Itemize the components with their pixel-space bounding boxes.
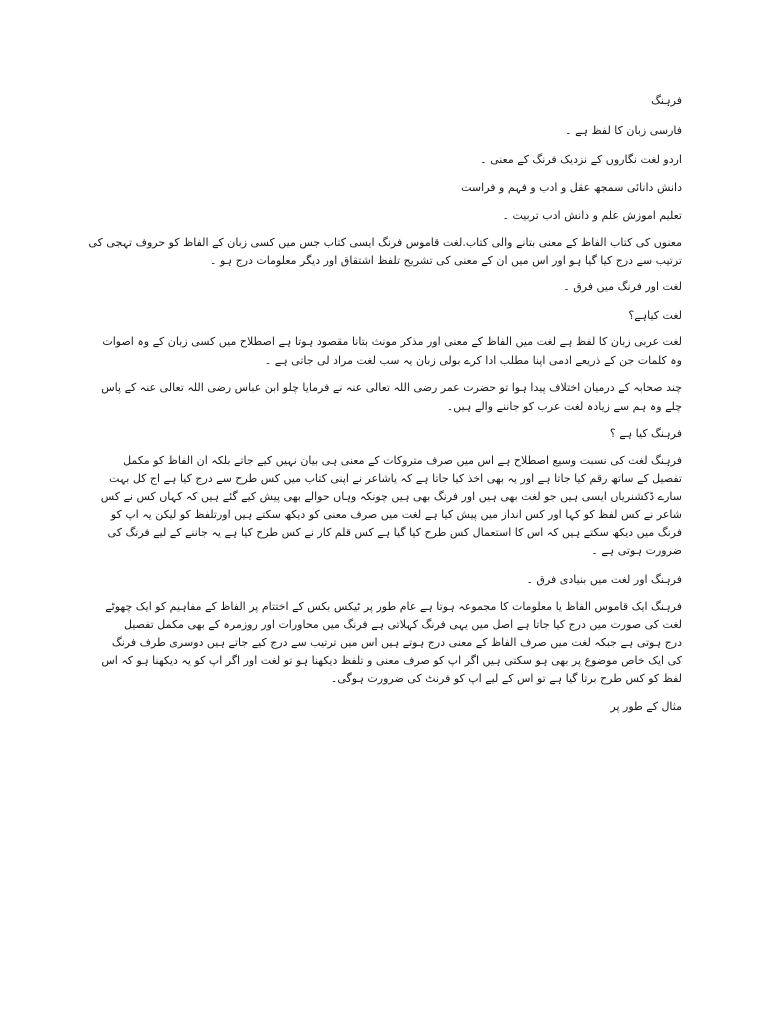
paragraph-line: سارے ڈکشنریاں ایسی ہیں جو لغت بھی ہیں اور فرنگ بھی ہیں چونکہ وہاں حوالے بھی پیش کیے گئے ہیں کہ کہاں کس نے کس (100, 490, 682, 503)
paragraph-line: کی ایک خاص موضوع پر بھی ہو سکتی ہیں اگر اپ کو صرف معنی و تلفظ دیکھنا ہو تو لغت اور اگر اپ کو یہ دیکھنا ہو کہ اس (101, 654, 682, 667)
paragraph-line: لغت کی صورت میں درج کیا جاتا ہے اصل میں یہی فرنگ کہلاتی ہے فرنگ میں محاورات اور روزمرہ کے بھی مکمل تفصیل (123, 618, 682, 631)
paragraph: دانش دانائی سمجھ عقل و ادب و فہم و فراست (461, 181, 682, 194)
paragraph-line: چلے وہ ہم سے زیادہ لغت عرب کو جاننے والے ہیں۔ (446, 400, 682, 413)
paragraph-line: تفصیل کے ساتھ رقم کیا جاتا ہے اور یہ بھی اخذ کیا جاتا ہے کہ یاشاعر نے اپنی کتاب میں کس طرح سے درج کیا ہے اج کل بہت (109, 472, 682, 485)
paragraph-line: فرہنگ لغت کی نسبت وسیع اصطلاح ہے اس میں صرف متروکات کے معنی ہی بیان نہیں کیے جاتے بلکہ ان الفاظ کو مکمل (123, 454, 682, 467)
section-heading: لغت کیاہے؟ (628, 309, 682, 322)
document-title: فرہنگ (651, 94, 682, 107)
paragraph: اردو لغت نگاروں کے نزدیک فرنگ کے معنی ۔ (480, 153, 682, 166)
paragraph-line: لفظ کو کس طرح برتا گیا ہے تو اس کے لیے اپ کو فرنٹ کی ضرورت ہوگی۔ (330, 672, 682, 685)
paragraph-line: معنوں کی کتاب الفاظ کے معنی بتانے والی کتاب.لغت قاموس فرنگ ایسی کتاب جس میں کسی زبان کے الفاظ کو حروف تہجی کی (88, 236, 682, 249)
paragraph-line: شاعر نے کس لفظ کو کہا اور کس انداز میں پیش کیا ہے لغت میں صرف معنی کو دیکھ سکتے ہیں اورتلفظ کو لیکن یہ اپ کو (110, 508, 682, 521)
paragraph: تعلیم اموزش علم و دانش ادب تربیت ۔ (502, 209, 682, 222)
section-heading: فرہنگ اور لغت میں بنیادی فرق ۔ (526, 573, 682, 586)
paragraph: فارسی زبان کا لفظ ہے ۔ (565, 124, 682, 137)
paragraph-line: فرنگ میں دیکھ سکتے ہیں کہ اس کا استعمال کس طرح کیا گیا ہے کس قلم کار نے کس طرح کیا ہے یہ جاننے کے لیے فرنگ کی (107, 526, 682, 539)
paragraph: لغت اور فرنگ میں فرق ۔ (563, 280, 682, 293)
paragraph-line: فرہنگ ایک قاموس الفاظ یا معلومات کا مجموعہ ہوتا ہے عام طور پر ٹیکس بکس کے اختتام پر الفاظ کے مفاہیم کو ایک چھوٹے (105, 600, 682, 613)
paragraph-line: چند صحابہ کے درمیان اختلاف پیدا ہوا تو حضرت عمر رضی اللہ تعالی عنہ نے فرمایا چلو ابن عباس رضی اللہ تعالی عنہ کے پاس (101, 381, 682, 394)
paragraph-line: لغت عربی زبان کا لفظ ہے لغت میں الفاظ کے معنی اور مذکر مونث بتانا مقصود ہوتا ہے اصطلاح میں کسی زبان کے وہ اصوات (102, 335, 682, 348)
paragraph-line: ضرورت ہوتی ہے ۔ (591, 544, 682, 557)
paragraph-line: درج ہوتی ہے جبکہ لغت میں صرف الفاظ کے معنی درج ہوتے ہیں اس میں ترتیب سے درج کیے جاتے ہیں دوسری طرف فرنگ (111, 636, 682, 649)
paragraph: مثال کے طور پر (610, 700, 682, 713)
paragraph-line: وہ کلمات جن کے ذریعے ادمی اپنا مطلب ادا کرے بولی زبان یہ سب لغت مراد لی جاتی ہے ۔ (264, 354, 682, 367)
paragraph-line: ترتیب سے درج کیا گیا ہو اور اس میں ان کے معنی کی تشریح تلفظ اشتقاق اور دیگر معلومات درج ہو ۔ (210, 254, 682, 267)
section-heading: فرہنگ کیا ہے ؟ (609, 427, 682, 440)
